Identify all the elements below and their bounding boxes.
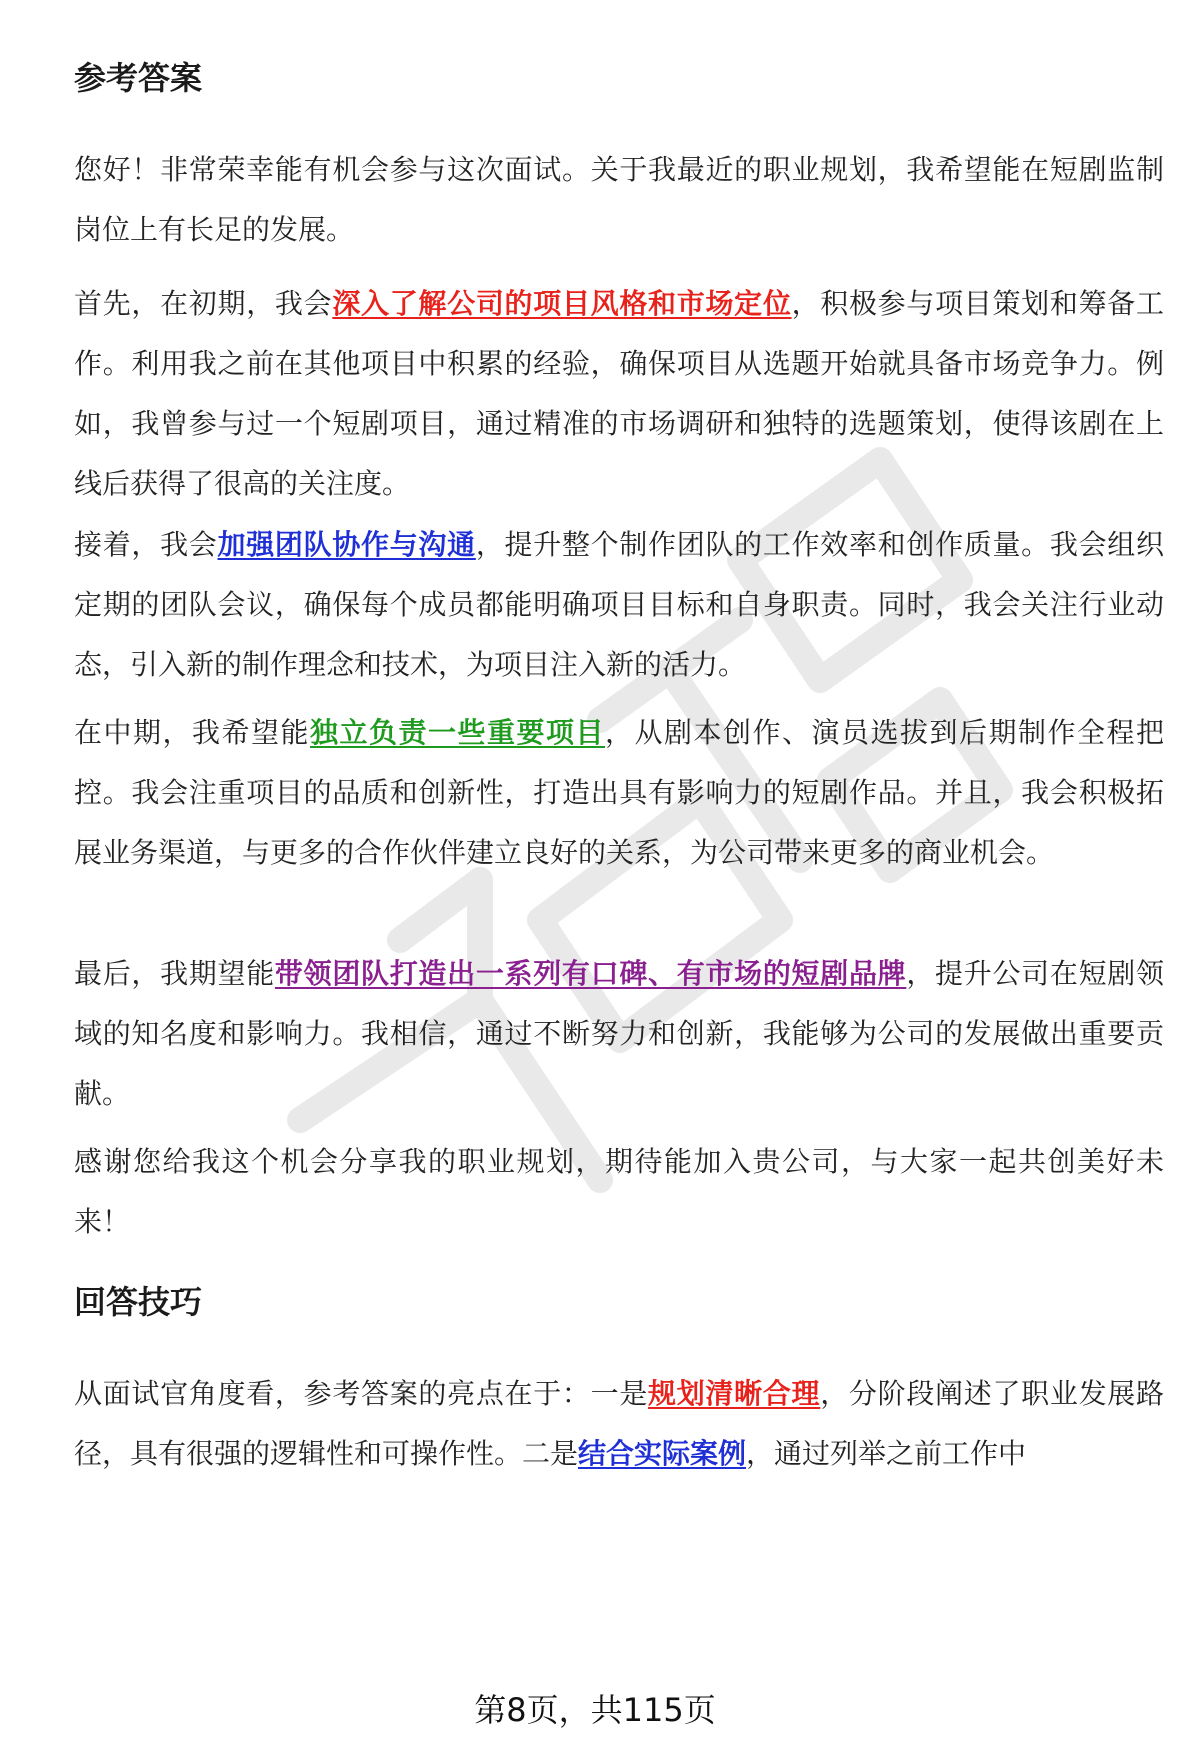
highlight-real-cases: 结合实际案例 — [578, 1437, 747, 1470]
paragraph-text: ，分阶段阐述了职业发展路径，具有很强的逻辑性和可操作性。二是 — [74, 1377, 1164, 1470]
paragraph-text: ，提升公司在短剧领域的知名度和影响力。我相信，通过不断努力和创新，我能够为公司的发展做出重要贡献。 — [74, 957, 1164, 1110]
paragraph-initial-stage — [74, 274, 1164, 514]
paragraph-text: ，通过列举之前工作中 — [746, 1437, 1027, 1470]
paragraph-text: 最后，我期望能 — [74, 957, 275, 990]
paragraph-text: 在中期，我希望能 — [74, 716, 310, 749]
highlight-clear-planning: 规划清晰合理 — [648, 1377, 821, 1410]
paragraph-final-stage — [74, 944, 1164, 1124]
paragraph-text: ，积极参与项目策划和筹备工作。利用我之前在其他项目中积累的经验，确保项目从选题开始就具备市场竞争力。例如，我曾参与过一个短剧项目，通过精准的市场调研和独特的选题策划，使得该剧在上线后获得了很高的关注度。 — [74, 287, 1164, 500]
paragraph-greeting: 您好！非常荣幸能有机会参与这次面试。关于我最近的职业规划，我希望能在短剧监制岗位上有长足的发展。 — [74, 153, 1164, 246]
highlight-market-positioning: 深入了解公司的项目风格和市场定位 — [332, 287, 792, 320]
paragraph-tips — [74, 1364, 1164, 1484]
highlight-independent-projects: 独立负责一些重要项目 — [310, 716, 605, 749]
paragraph-teamwork — [74, 515, 1164, 695]
paragraph-text: 首先，在初期，我会 — [74, 287, 333, 320]
section-heading-answer: 参考答案 — [74, 59, 203, 97]
section-heading-tips: 回答技巧 — [74, 1283, 203, 1321]
paragraph-mid-stage — [74, 703, 1164, 883]
paragraph-text: ，从剧本创作、演员选拔到后期制作全程把控。我会注重项目的品质和创新性，打造出具有影响力的短剧作品。并且，我会积极拓展业务渠道，与更多的合作伙伴建立良好的关系，为公司带来更多的商业机会。 — [74, 716, 1164, 869]
paragraph-text: 接着，我会 — [74, 528, 218, 561]
paragraph-text: ，提升整个制作团队的工作效率和创作质量。我会组织定期的团队会议，确保每个成员都能明确项目目标和自身职责。同时，我会关注行业动态，引入新的制作理念和技术，为项目注入新的活力。 — [74, 528, 1164, 681]
highlight-team-collaboration: 加强团队协作与沟通 — [217, 528, 476, 561]
highlight-brand-building: 带领团队打造出一系列有口碑、有市场的短剧品牌 — [274, 957, 907, 990]
page-number: 第8页，共115页 — [474, 1691, 716, 1729]
paragraph-text: 从面试官角度看，参考答案的亮点在于：一是 — [74, 1377, 649, 1410]
paragraph-thanks: 感谢您给我这个机会分享我的职业规划，期待能加入贵公司，与大家一起共创美好未来！ — [74, 1145, 1164, 1238]
